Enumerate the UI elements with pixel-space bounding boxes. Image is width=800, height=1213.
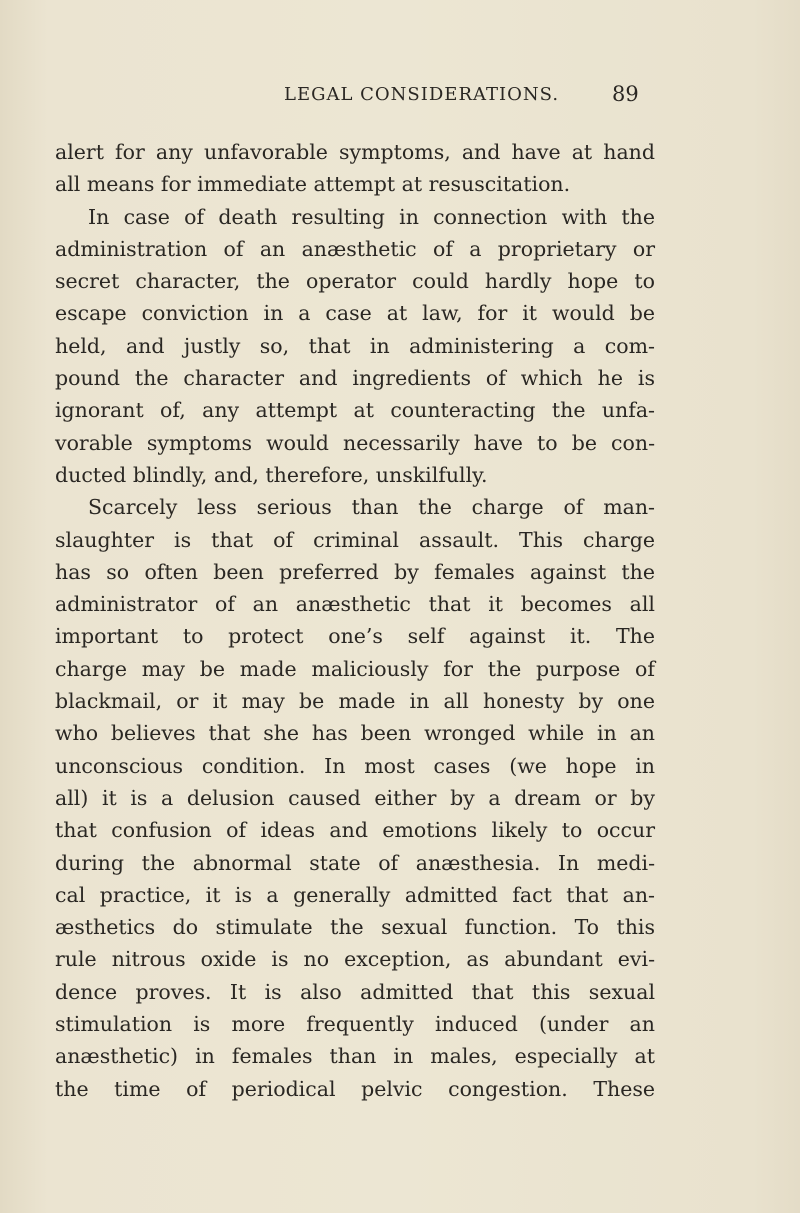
text-line: dence proves. It is also admitted that this sexual [55, 979, 655, 1004]
text-line: during the abnormal state of anæsthesia. In medi- [55, 850, 655, 875]
text-line: held, and justly so, that in administering a com- [55, 333, 655, 358]
body-text [55, 136, 655, 1105]
running-head [0, 84, 800, 114]
text-line: important to protect one’s self against it. The [55, 624, 655, 649]
text-line: unconscious condition. In most cases (we hope in [55, 753, 655, 778]
text-line: has so often been preferred by females against the [55, 559, 655, 584]
text-line: æsthetics do stimulate the sexual function. To this [55, 915, 655, 940]
text-line: stimulation is more frequently induced (under an [55, 1012, 655, 1037]
text-line: ducted blindly, and, therefore, unskilfully. [55, 462, 488, 487]
running-title: LEGAL CONSIDERATIONS. [284, 84, 560, 105]
text-line: slaughter is that of criminal assault. This charge [55, 527, 655, 552]
page-number: 89 [612, 82, 639, 106]
text-line: anæsthetic) in females than in males, especially at [55, 1044, 655, 1069]
text-line: all) it is a delusion caused either by a dream or by [55, 785, 655, 810]
text-line: alert for any unfavorable symptoms, and have at hand [55, 140, 655, 164]
text-line: cal practice, it is a generally admitted fact that an- [55, 882, 655, 907]
text-line: secret character, the operator could hardly hope to [55, 269, 655, 294]
text-line: that confusion of ideas and emotions likely to occur [55, 818, 655, 843]
text-line: who believes that she has been wronged while in an [55, 721, 655, 746]
text-line: all means for immediate attempt at resuscitation. [55, 172, 571, 197]
text-line: pound the character and ingredients of which he is [55, 366, 655, 391]
text-line: rule nitrous oxide is no exception, as abundant evi- [55, 947, 655, 972]
text-line: Scarcely less serious than the charge of man- [88, 495, 655, 520]
text-line: administrator of an anæsthetic that it becomes all [55, 592, 655, 617]
text-line: administration of an anæsthetic of a proprietary or [55, 236, 655, 261]
text-line: escape conviction in a case at law, for it would be [55, 301, 655, 326]
text-line: blackmail, or it may be made in all honesty by one [55, 689, 655, 714]
text-line: charge may be made maliciously for the purpose of [55, 656, 655, 681]
text-line: vorable symptoms would necessarily have to be con- [55, 430, 655, 455]
text-line: In case of death resulting in connection with the [88, 204, 655, 229]
text-line: the time of periodical pelvic congestion. These [55, 1076, 655, 1101]
text-line: ignorant of, any attempt at counteracting the unfa- [55, 398, 655, 423]
